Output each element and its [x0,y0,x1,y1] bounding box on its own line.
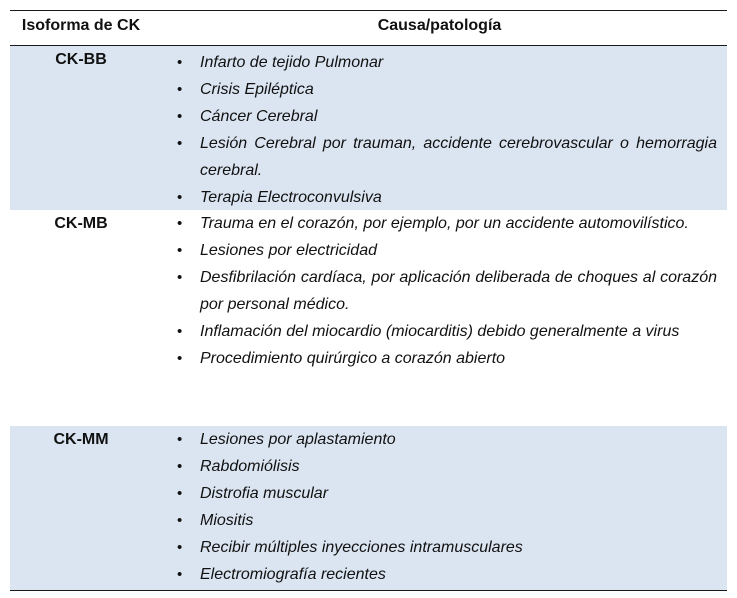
list-item: • Terapia Electroconvulsiva [200,184,717,211]
cause-list [10,49,727,211]
bullet-icon: • [177,81,183,98]
bullet-icon: • [177,350,183,367]
list-item: • Procedimiento quirúrgico a corazón abierto [200,345,717,372]
bullet-icon: • [177,512,183,529]
bullet-icon: • [177,485,183,502]
table-header [10,10,727,46]
list-item: • Recibir múltiples inyecciones intramusculares [200,534,717,561]
bullet-icon: • [177,135,183,152]
list-item: • Infarto de tejido Pulmonar [200,49,717,76]
header-isoform: Isoforma de CK [21,17,141,34]
isoform-label: CK-MM [53,431,109,448]
list-item: • Crisis Epiléptica [200,76,717,103]
bullet-icon: • [177,242,183,259]
list-item: • Desfibrilación cardíaca, por aplicación deliberada de choques al corazón por personal médico. [200,264,717,318]
list-item: • Electromiografía recientes [200,561,717,588]
table-row-ck-mm [10,426,727,590]
bullet-icon: • [177,539,183,556]
list-item: • Miositis [200,507,717,534]
bullet-icon: • [177,431,183,448]
list-item: • Lesiones por aplastamiento [200,426,717,453]
bullet-icon: • [177,215,183,232]
bullet-icon: • [177,566,183,583]
header-cause: Causa/patología [377,17,502,34]
list-item: • Lesión Cerebral por trauman, accidente cerebrovascular o hemorragia cerebral. [200,130,717,184]
list-item: • Rabdomiólisis [200,453,717,480]
list-item: • Trauma en el corazón, por ejemplo, por un accidente automovilístico. [200,210,717,237]
bullet-icon: • [177,54,183,71]
ck-isoform-table [10,10,727,591]
table-bottom-rule [10,590,727,591]
bullet-icon: • [177,323,183,340]
table-row-ck-mb [10,210,727,426]
isoform-label: CK-BB [55,51,107,68]
bullet-icon: • [177,108,183,125]
table-row-ck-bb [10,46,727,210]
list-item: • Distrofia muscular [200,480,717,507]
isoform-label: CK-MB [54,215,108,232]
bullet-icon: • [177,458,183,475]
list-item: • Cáncer Cerebral [200,103,717,130]
bullet-icon: • [177,189,183,206]
bullet-icon: • [177,269,183,286]
list-item: • Lesiones por electricidad [200,237,717,264]
list-item: • Inflamación del miocardio (miocarditis) debido generalmente a virus [200,318,717,345]
